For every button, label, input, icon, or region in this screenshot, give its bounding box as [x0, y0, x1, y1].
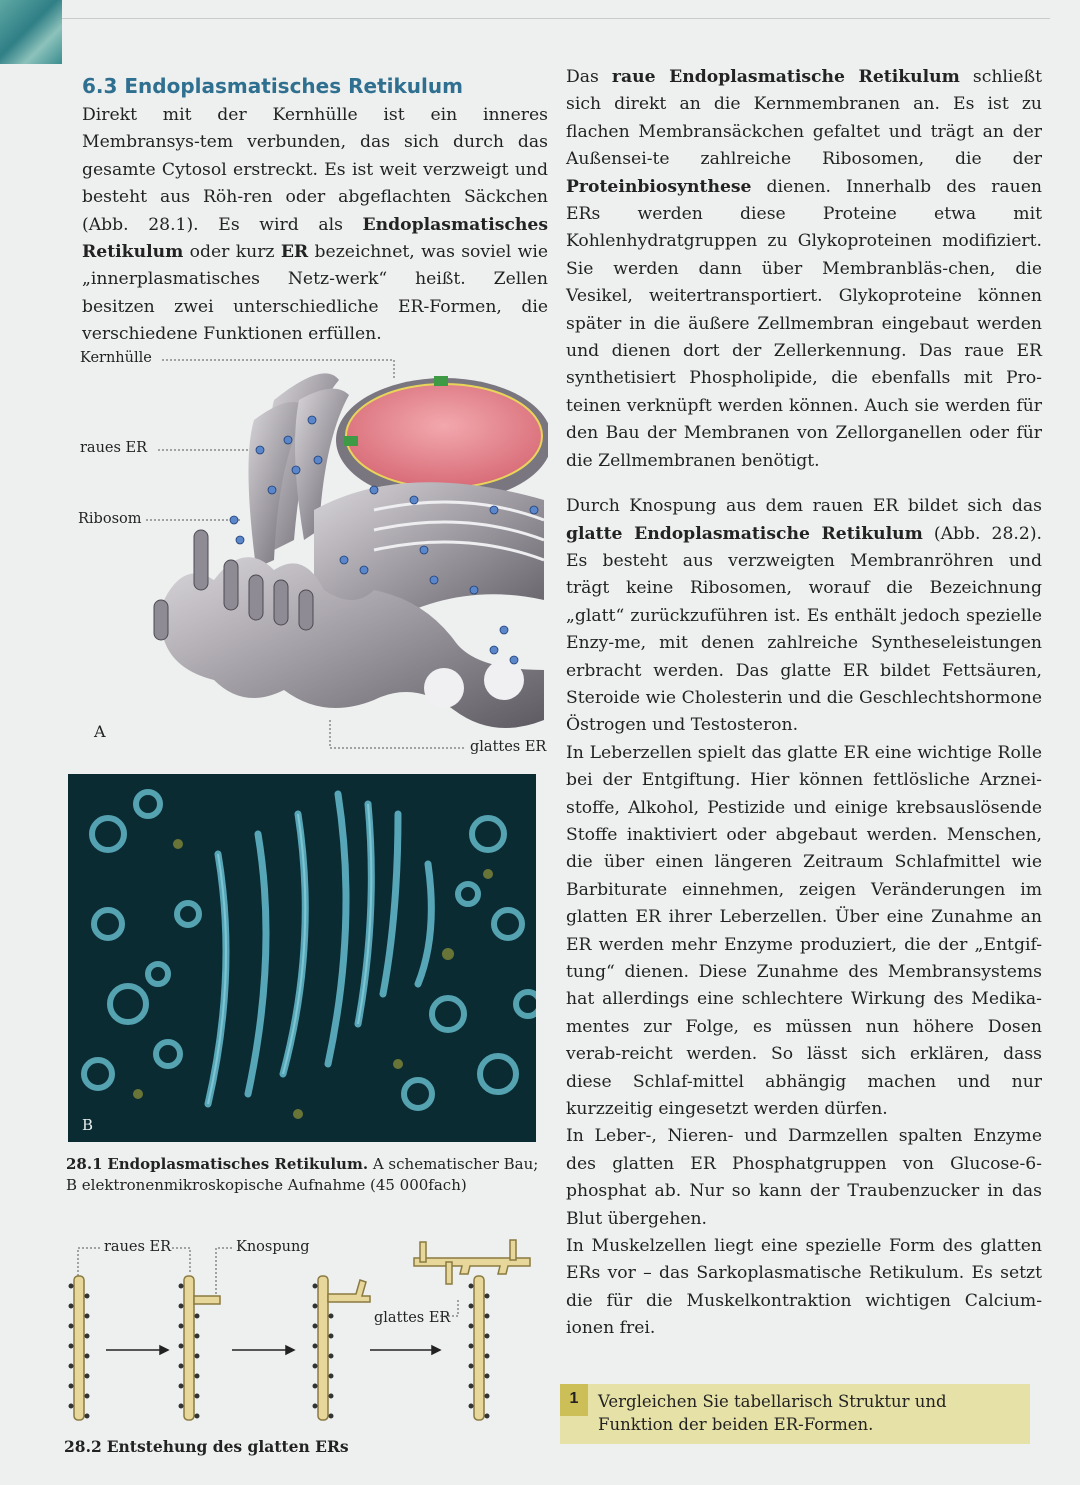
left-column	[82, 74, 548, 349]
caption-28-1: 28.1 Endoplasmatisches Retikulum. A schematischer Bau; B elektronenmikroskopische Aufnahme (45 000fach)	[66, 1155, 539, 1194]
smooth-er-formation-diagram	[60, 1234, 560, 1434]
label-ribosom: Ribosom	[78, 511, 142, 527]
figure-b-letter: B	[82, 1116, 94, 1134]
rough-er-paragraph: Das raue Endoplasmatische Retikulum schließt sich direkt an die Kernmembranen an. Es ist zu flachen Membransäckchen gefaltet und trägt an der Außensei-te zahlreiche Ribosomen, die der Proteinbiosynthese dienen. Innerhalb des rauen ERs werden diese Proteine etwa mit Kohlenhydratgruppen zu Glykoproteinen modifiziert. Sie werden dann über Membranbläs-chen, die Vesikel, weitertransportiert. Glykoproteine können später in die äußere Zellmembran eingebaut werden und dienen dort der Zellerkennung. Das raue ER synthetisiert Phospholipide, die ebenfalls mit Pro-teinen verknüpft werden können. Auch sie werden für den Bau der Membranen von Zellorganellen oder für die Zellmembranen benötigt.	[566, 67, 1042, 471]
intro-paragraph: Direkt mit der Kernhülle ist ein inneres Membransys-tem verbunden, das sich durch das gesamte Cytosol erstreckt. Es ist weit verzweigt und besteht aus Röh-ren oder abgeflachten Säckchen (Abb. 28.1). Es wird als Endoplasmatisches Retikulum oder kurz ER bezeichnet, was soviel wie „innerplasmatisches Netz-werk“ heißt. Zellen besitzen zwei unterschiedliche ER-Formen, die verschiedene Funktionen erfüllen.	[82, 105, 548, 345]
label-c-glattes-er: glattes ER	[374, 1310, 451, 1326]
rough-er-stage-1	[74, 1276, 84, 1420]
header-rule	[62, 18, 1050, 19]
label-c-raues-er: raues ER	[104, 1239, 172, 1255]
smooth-er-tube	[154, 600, 168, 640]
rough-er-stage-3	[318, 1276, 328, 1420]
label-glattes-er: glattes ER	[470, 739, 547, 755]
nuclear-pore	[344, 436, 358, 446]
task-text: Vergleichen Sie tabellarisch Struktur und Funktion der beiden ER-Formen.	[598, 1392, 947, 1434]
micrograph-image	[68, 774, 536, 1142]
right-column	[566, 64, 1042, 1343]
figure-28-2-smooth-er-formation	[60, 1234, 560, 1434]
er-schematic-drawing	[74, 340, 548, 760]
page-corner-decoration	[0, 0, 62, 64]
liver-detox-paragraph: In Leberzellen spielt das glatte ER eine wichtige Rolle bei der Entgiftung. Hier können fettlösliche Arznei-stoffe, Alkohol, Pestizide und einige krebsauslösende Stoffe inaktiviert oder abgebaut werden. Menschen, die über einen längeren Zeitraum Schlafmittel wie Barbiturate einnehmen, zeigen Veränderungen im glatten ER ihrer Leberzellen. Über eine Zunahme an ER werden mehr Enzyme produziert, die der „Entgif-tung“ dienen. Diese Zunahme des Membransystems hat allerdings eine schlechtere Wirkung des Medika-mentes zur Folge, es müssen nun höhere Dosen verab-reicht werden. So lässt sich erklären, dass diese Schlaf-mittel abhängig machen und nur kurzzeitig eingesetzt werden dürfen.	[566, 742, 1042, 1120]
smooth-er-tube	[224, 560, 238, 610]
figure-28-1-a-schematic	[74, 340, 548, 760]
nuclear-pore	[434, 376, 448, 386]
label-c-knospung: Knospung	[236, 1239, 310, 1255]
label-raues-er: raues ER	[80, 440, 148, 456]
smooth-er-tube	[249, 575, 263, 620]
rough-er-stage-2	[184, 1276, 194, 1420]
smooth-er-paragraph: Durch Knospung aus dem rauen ER bildet sich das glatte Endoplasmatische Retikulum (Abb. 28.2). Es besteht aus verzweigten Membranröhren und trägt keine Ribosomen, worauf die Bezeichnung „glatt“ zurückzuführen ist. Es enthält jedoch spezielle Enzy-me, mit denen zahlreiche Syntheseleistungen erbracht werden. Das glatte ER bildet Fettsäuren, Steroide wie Cholesterin und die Geschlechtshormone Östrogen und Testosteron.	[566, 496, 1042, 736]
label-kernhuelle: Kernhülle	[80, 350, 152, 366]
task-box	[560, 1384, 1030, 1444]
smooth-er-tube	[299, 590, 313, 630]
task-number: 1	[560, 1384, 588, 1416]
figure-a-letter: A	[94, 722, 106, 741]
branching-er	[328, 1280, 370, 1302]
caption-28-2: 28.2 Entstehung des glatten ERs	[64, 1437, 349, 1456]
smooth-er-tube	[274, 580, 288, 625]
rough-er-stage-4	[474, 1276, 484, 1420]
glucose-paragraph: In Leber-, Nieren- und Darmzellen spalten Enzyme des glatten ER Phosphatgruppen von Glucose-6-phosphat ab. Nur so kann der Traubenzucker in das Blut übergehen.	[566, 1126, 1042, 1229]
budding	[194, 1296, 220, 1304]
smooth-er-tube	[194, 530, 208, 590]
figure-28-1-b-micrograph	[68, 774, 536, 1142]
section-title: 6.3 Endoplasmatisches Retikulum	[82, 74, 463, 98]
muscle-paragraph: In Muskelzellen liegt eine spezielle Form des glatten ERs vor – das Sarkoplasmatische Retikulum. Es setzt die für die Muskelkontraktion wichtigen Calcium-ionen frei.	[566, 1236, 1042, 1339]
